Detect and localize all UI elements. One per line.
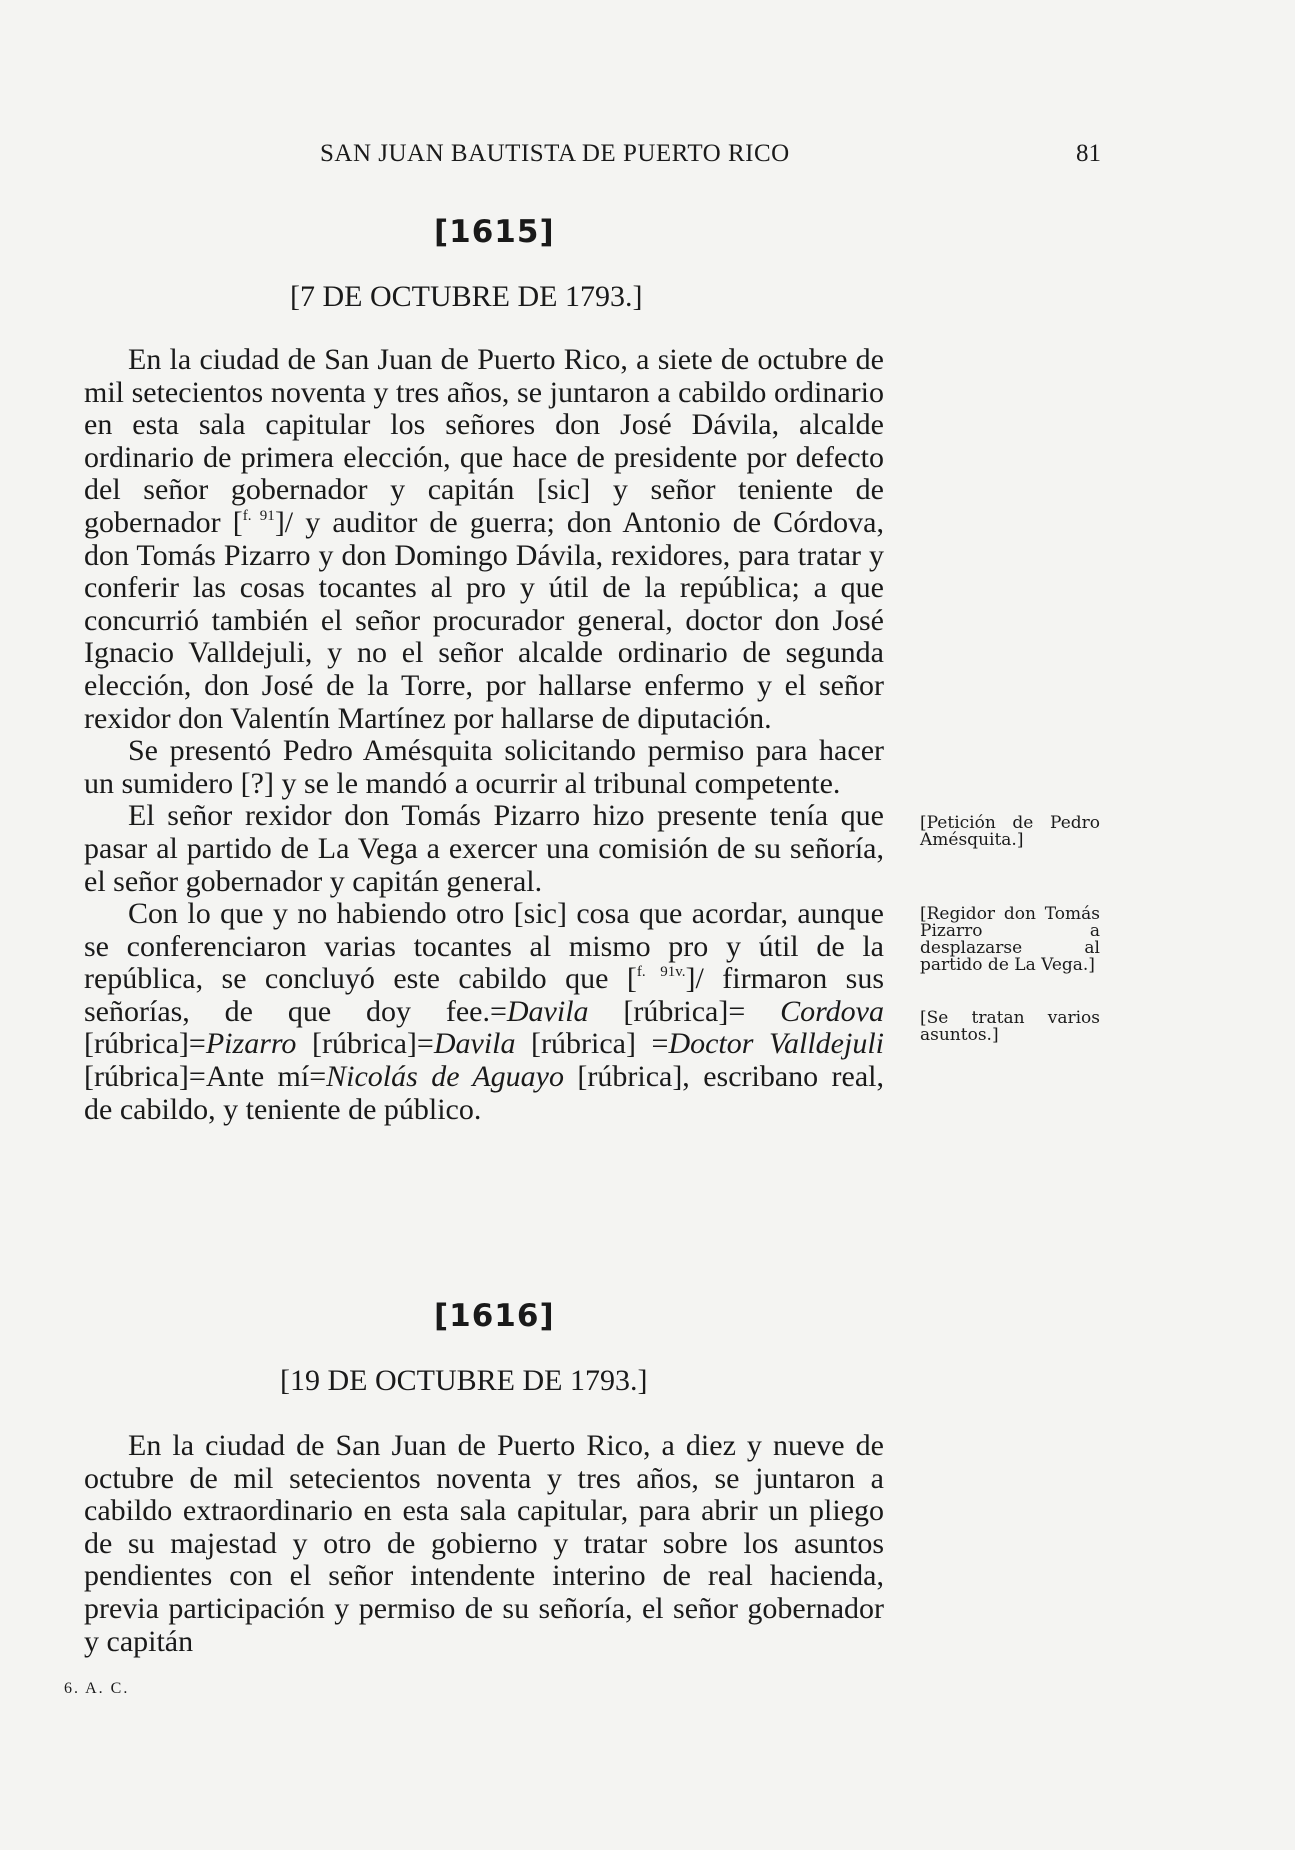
- entry-body-1615: [84, 344, 884, 1126]
- signature-name: Nicolás de Aguayo: [326, 1060, 564, 1094]
- page-number: 81: [1076, 140, 1101, 167]
- entry-number-1615: [1615]: [434, 214, 555, 250]
- entry-date-1615: [7 DE OCTUBRE DE 1793.]: [290, 280, 643, 313]
- paragraph: En la ciudad de San Juan de Puerto Rico, a siete de octubre de mil setecientos noventa y tres años, se juntaron a cabildo ordinario en esta sala capitular los señores don José Dávila, alcalde ordinario de primera elección, que hace de presidente por defecto del señor gobernador y capitán [sic] y señor teniente de gobernador [$^{f. 91}$]/ y auditor de guerra; don Antonio de Córdova, don Tomás Pizarro y don Domingo Dávila, rexidores, para tratar y conferir las cosas tocantes al pro y útil de la república; a que concurrió también el señor procurador general, doctor don José Ignacio Valldejuli, y no el señor alcalde ordinario de segunda elección, don José de la Torre, por hallarse enfermo y el señor rexidor don Valentín Martínez por hallarse de diputación.: [84, 343, 884, 735]
- entry-number-1616: [1616]: [434, 1298, 555, 1334]
- folio-reference: f. 91v.: [636, 964, 686, 981]
- signature-name: Davila: [433, 1027, 516, 1061]
- entry-date-1616: [19 DE OCTUBRE DE 1793.]: [280, 1364, 648, 1397]
- margin-note-peticion: [Petición de Pedro Amésquita.]: [920, 813, 1100, 850]
- paragraph: Se presentó Pedro Amésquita solicitando permiso para hacer un sumidero [?] y se le mandó a ocurrir al tribunal competente.: [84, 734, 884, 800]
- margin-note-asuntos: [Se tratan varios asuntos.]: [920, 1008, 1100, 1045]
- signature-name: Davila: [506, 994, 589, 1028]
- margin-note-regidor: [Regidor don Tomás Pizarro a desplazarse al partido de La Vega.]: [920, 904, 1100, 975]
- paragraph: En la ciudad de San Juan de Puerto Rico, a diez y nueve de octubre de mil setecientos noventa y tres años, se juntaron a cabildo extraordinario en esta sala capitular, para abrir un pliego de su majestad y otro de gobierno y tratar sobre los asuntos pendientes con el señor intendente interino de real hacienda, previa participación y permiso de su señoría, el señor gobernador y capitán: [84, 1429, 884, 1658]
- folio-reference: f. 91: [242, 507, 275, 524]
- paragraph: Con lo que y no habiendo otro [sic] cosa que acordar, aunque se conferenciaron varias tocantes al mismo pro y útil de la república, se concluyó este cabildo que [$^{f. 91v.}$]/ firmaron sus señorías, de que doy fee.=Davila [rúbrica]= Cordova [rúbrica]=Pizarro [rúbrica]=Davila [rúbrica] =Doctor Valldejuli [rúbrica]=Ante mí=Nicolás de Aguayo [rúbrica], escribano real, de cabildo, y teniente de público.: [84, 897, 884, 1126]
- signature-name: Pizarro: [205, 1027, 297, 1061]
- printer-signature-mark: 6. A. C.: [64, 1680, 130, 1697]
- running-title: SAN JUAN BAUTISTA DE PUERTO RICO: [320, 140, 790, 167]
- entry-body-1616: [84, 1430, 884, 1658]
- paragraph: El señor rexidor don Tomás Pizarro hizo presente tenía que pasar al partido de La Vega a exercer una comisión de su señoría, el señor gobernador y capitán general.: [84, 799, 884, 898]
- signature-name: Doctor Valldejuli: [668, 1027, 884, 1061]
- signature-name: Cordova: [780, 994, 884, 1028]
